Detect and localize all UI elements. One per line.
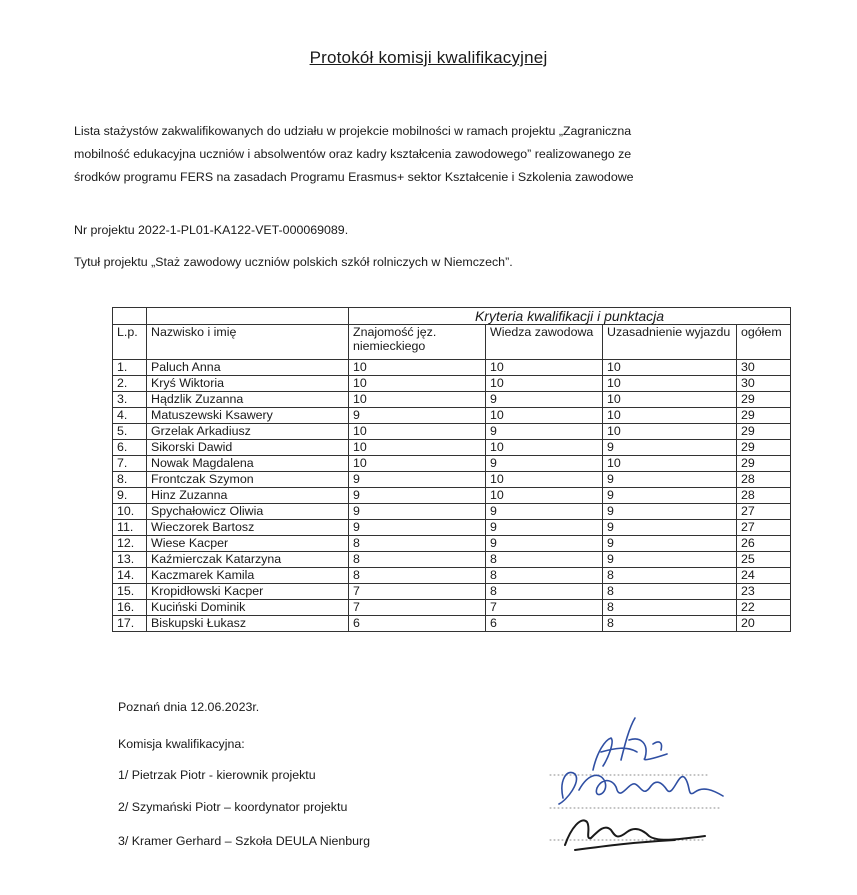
- cell-language: 9: [349, 504, 486, 520]
- cell-knowledge: 9: [486, 392, 603, 408]
- cell-total: 24: [737, 568, 791, 584]
- cell-knowledge: 10: [486, 376, 603, 392]
- cell-name: Grzelak Arkadiusz: [147, 424, 349, 440]
- cell-justification: 8: [603, 584, 737, 600]
- cell-knowledge: 9: [486, 536, 603, 552]
- cell-language: 10: [349, 376, 486, 392]
- table-row: [113, 536, 791, 552]
- committee-member: 3/ Kramer Gerhard – Szkoła DEULA Nienburg: [118, 834, 371, 848]
- table-body: [113, 360, 791, 632]
- intro-line: mobilność edukacyjna uczniów i absolwentów oraz kadry kształcenia zawodowego” realizowanego ze: [74, 147, 632, 161]
- cell-total: 29: [737, 440, 791, 456]
- cell-lp: 16.: [113, 600, 147, 616]
- column-header-lp: L.p.: [113, 325, 147, 360]
- cell-knowledge: 8: [486, 552, 603, 568]
- column-header-language: Znajomość jęz. niemieckiego: [349, 325, 486, 360]
- document-title: Protokół komisji kwalifikacyjnej: [309, 48, 548, 67]
- cell-name: Kuciński Dominik: [147, 600, 349, 616]
- column-header-name: Nazwisko i imię: [147, 325, 349, 360]
- cell-name: Frontczak Szymon: [147, 472, 349, 488]
- cell-name: Nowak Magdalena: [147, 456, 349, 472]
- table-row: [113, 600, 791, 616]
- cell-lp: 12.: [113, 536, 147, 552]
- table-row: [113, 424, 791, 440]
- table-row: [113, 360, 791, 376]
- column-header-total: ogółem: [737, 325, 791, 360]
- cell-name: Wiese Kacper: [147, 536, 349, 552]
- cell-language: 6: [349, 616, 486, 632]
- qualification-table: [112, 307, 791, 632]
- table-row: [113, 472, 791, 488]
- cell-justification: 9: [603, 488, 737, 504]
- cell-name: Spychałowicz Oliwia: [147, 504, 349, 520]
- table-row: [113, 504, 791, 520]
- intro-line: Lista stażystów zakwalifikowanych do udziału w projekcie mobilności w ramach projektu „Zagraniczna: [74, 124, 632, 138]
- table-row: [113, 376, 791, 392]
- cell-knowledge: 9: [486, 424, 603, 440]
- cell-lp: 14.: [113, 568, 147, 584]
- cell-justification: 10: [603, 392, 737, 408]
- table-row: [113, 456, 791, 472]
- cell-lp: 2.: [113, 376, 147, 392]
- cell-total: 22: [737, 600, 791, 616]
- cell-lp: 11.: [113, 520, 147, 536]
- table-row: [113, 440, 791, 456]
- cell-knowledge: 8: [486, 584, 603, 600]
- cell-justification: 10: [603, 376, 737, 392]
- cell-justification: 9: [603, 472, 737, 488]
- table-row: [113, 520, 791, 536]
- cell-knowledge: 9: [486, 456, 603, 472]
- cell-total: 28: [737, 472, 791, 488]
- cell-language: 8: [349, 568, 486, 584]
- cell-lp: 10.: [113, 504, 147, 520]
- cell-knowledge: 10: [486, 408, 603, 424]
- cell-knowledge: 10: [486, 472, 603, 488]
- cell-total: 28: [737, 488, 791, 504]
- project-title: Tytuł projektu „Staż zawodowy uczniów polskich szkół rolniczych w Niemczech”.: [74, 255, 513, 269]
- cell-total: 29: [737, 408, 791, 424]
- cell-knowledge: 8: [486, 568, 603, 584]
- cell-justification: 9: [603, 552, 737, 568]
- table-row: [113, 568, 791, 584]
- cell-language: 10: [349, 360, 486, 376]
- cell-justification: 9: [603, 536, 737, 552]
- cell-lp: 5.: [113, 424, 147, 440]
- cell-name: Hinz Zuzanna: [147, 488, 349, 504]
- cell-total: 27: [737, 520, 791, 536]
- cell-knowledge: 7: [486, 600, 603, 616]
- header-empty-cell: [147, 308, 349, 325]
- intro-paragraph: [74, 120, 774, 189]
- cell-language: 7: [349, 600, 486, 616]
- cell-lp: 1.: [113, 360, 147, 376]
- cell-name: Wieczorek Bartosz: [147, 520, 349, 536]
- cell-total: 30: [737, 376, 791, 392]
- cell-lp: 6.: [113, 440, 147, 456]
- cell-justification: 8: [603, 568, 737, 584]
- place-date: Poznań dnia 12.06.2023r.: [118, 700, 260, 714]
- cell-total: 20: [737, 616, 791, 632]
- cell-name: Matuszewski Ksawery: [147, 408, 349, 424]
- cell-total: 29: [737, 456, 791, 472]
- committee-label: Komisja kwalifikacyjna:: [118, 737, 245, 751]
- cell-lp: 13.: [113, 552, 147, 568]
- cell-justification: 8: [603, 600, 737, 616]
- cell-justification: 9: [603, 440, 737, 456]
- cell-language: 10: [349, 456, 486, 472]
- cell-name: Biskupski Łukasz: [147, 616, 349, 632]
- cell-name: Kaczmarek Kamila: [147, 568, 349, 584]
- cell-language: 9: [349, 520, 486, 536]
- cell-justification: 10: [603, 424, 737, 440]
- cell-name: Kryś Wiktoria: [147, 376, 349, 392]
- cell-lp: 4.: [113, 408, 147, 424]
- table-row: [113, 488, 791, 504]
- table-row: [113, 552, 791, 568]
- cell-justification: 9: [603, 520, 737, 536]
- cell-lp: 17.: [113, 616, 147, 632]
- cell-knowledge: 6: [486, 616, 603, 632]
- cell-lp: 9.: [113, 488, 147, 504]
- cell-language: 9: [349, 408, 486, 424]
- cell-justification: 10: [603, 408, 737, 424]
- cell-language: 8: [349, 552, 486, 568]
- cell-total: 29: [737, 424, 791, 440]
- cell-knowledge: 10: [486, 360, 603, 376]
- table-row: [113, 584, 791, 600]
- cell-name: Kropidłowski Kacper: [147, 584, 349, 600]
- header-empty-cell: [113, 308, 147, 325]
- cell-total: 26: [737, 536, 791, 552]
- column-header-justification: Uzasadnienie wyjazdu: [603, 325, 737, 360]
- cell-total: 27: [737, 504, 791, 520]
- cell-total: 29: [737, 392, 791, 408]
- committee-member: 2/ Szymański Piotr – koordynator projektu: [118, 800, 348, 814]
- handwritten-signatures: [545, 700, 765, 865]
- cell-language: 10: [349, 440, 486, 456]
- intro-line: środków programu FERS na zasadach Programu Erasmus+ sektor Kształcenie i Szkolenia zawodowe: [74, 170, 634, 184]
- cell-lp: 7.: [113, 456, 147, 472]
- cell-language: 10: [349, 424, 486, 440]
- table-row: [113, 616, 791, 632]
- cell-knowledge: 10: [486, 440, 603, 456]
- column-header-knowledge: Wiedza zawodowa: [486, 325, 603, 360]
- table-row: [113, 392, 791, 408]
- cell-lp: 8.: [113, 472, 147, 488]
- cell-name: Paluch Anna: [147, 360, 349, 376]
- cell-knowledge: 10: [486, 488, 603, 504]
- committee-member: 1/ Pietrzak Piotr - kierownik projektu: [118, 768, 316, 782]
- cell-knowledge: 9: [486, 520, 603, 536]
- cell-name: Hądzlik Zuzanna: [147, 392, 349, 408]
- cell-lp: 15.: [113, 584, 147, 600]
- cell-name: Kaźmierczak Katarzyna: [147, 552, 349, 568]
- cell-language: 7: [349, 584, 486, 600]
- table-row: [113, 408, 791, 424]
- cell-total: 25: [737, 552, 791, 568]
- cell-justification: 9: [603, 504, 737, 520]
- cell-name: Sikorski Dawid: [147, 440, 349, 456]
- cell-language: 9: [349, 472, 486, 488]
- project-number: Nr projektu 2022-1-PL01-KA122-VET-000069089.: [74, 223, 349, 237]
- cell-justification: 10: [603, 360, 737, 376]
- cell-total: 23: [737, 584, 791, 600]
- cell-justification: 8: [603, 616, 737, 632]
- cell-knowledge: 9: [486, 504, 603, 520]
- cell-language: 9: [349, 488, 486, 504]
- cell-language: 8: [349, 536, 486, 552]
- cell-justification: 10: [603, 456, 737, 472]
- cell-total: 30: [737, 360, 791, 376]
- cell-lp: 3.: [113, 392, 147, 408]
- criteria-header: Kryteria kwalifikacji i punktacja: [349, 308, 791, 325]
- cell-language: 10: [349, 392, 486, 408]
